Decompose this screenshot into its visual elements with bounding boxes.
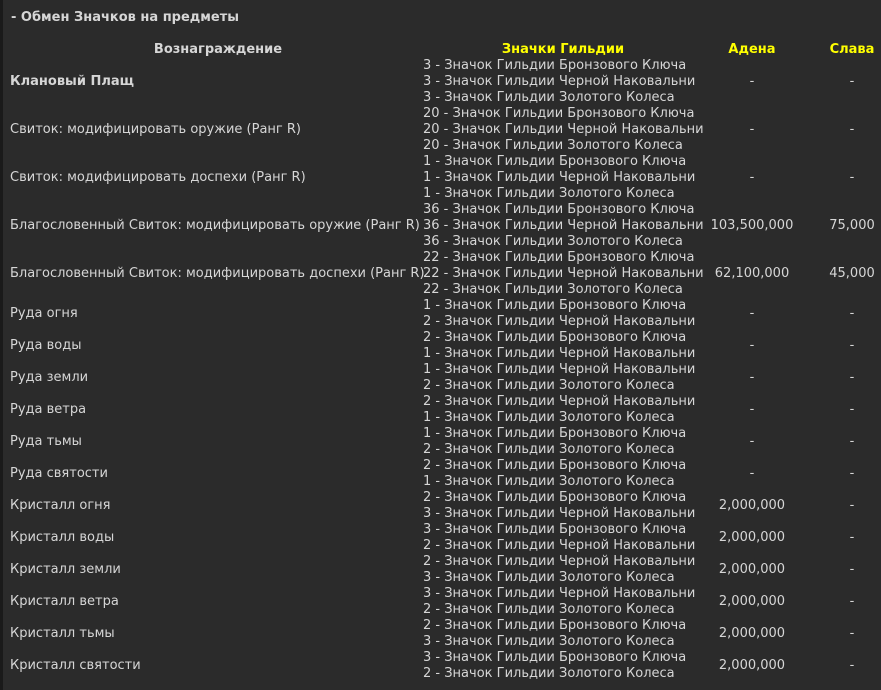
adena-cost: - [749,402,755,417]
table-row [3,618,881,650]
glory-cost: - [849,170,855,185]
table-row [3,554,881,586]
reward-name: Свиток: модифицировать доспехи (Ранг R) [10,170,306,185]
adena-cost: 62,100,000 [714,266,790,281]
badge-requirement: 20 - Значок Гильдии Черной Наковальни [423,122,704,137]
badge-requirement: 1 - Значок Гильдии Черной Наковальни [423,346,696,361]
badge-requirement: 2 - Значок Гильдии Золотого Колеса [423,442,675,457]
table-row [3,458,881,490]
badge-requirement: 1 - Значок Гильдии Золотого Колеса [423,474,675,489]
badge-requirement: 2 - Значок Гильдии Черной Наковальни [423,314,696,329]
glory-cost: - [849,594,855,609]
badge-requirement: 22 - Значок Гильдии Бронзового Ключа [423,250,695,265]
badge-list [423,490,713,522]
badge-list [423,330,713,362]
badge-requirement: 22 - Значок Гильдии Черной Наковальни [423,266,704,281]
adena-cost: 2,000,000 [718,498,786,513]
badge-requirement: 2 - Значок Гильдии Черной Наковальни [423,538,696,553]
glory-cost: - [849,626,855,641]
badge-list [423,154,713,202]
badge-requirement: 1 - Значок Гильдии Золотого Колеса [423,186,675,201]
reward-name: Руда тьмы [10,434,82,449]
glory-cost: - [849,402,855,417]
badge-requirement: 1 - Значок Гильдии Бронзового Ключа [423,154,687,169]
adena-cost: - [749,466,755,481]
badge-requirement: 3 - Значок Гильдии Черной Наковальни [423,586,696,601]
glory-cost: - [849,530,855,545]
badge-list [423,362,713,394]
glory-cost: - [849,434,855,449]
badge-requirement: 3 - Значок Гильдии Бронзового Ключа [423,522,687,537]
reward-name: Руда земли [10,370,89,385]
adena-cost: - [749,74,755,89]
header-adena: Адена [728,42,776,57]
badge-list [423,426,713,458]
adena-cost: 2,000,000 [718,530,786,545]
badge-list [423,202,713,250]
glory-cost: - [849,74,855,89]
badge-requirement: 20 - Значок Гильдии Бронзового Ключа [423,106,695,121]
badge-requirement: 3 - Значок Гильдии Золотого Колеса [423,634,675,649]
reward-name: Кристалл земли [10,562,121,577]
badge-list [423,458,713,490]
reward-name: Руда огня [10,306,78,321]
adena-cost: 2,000,000 [718,594,786,609]
badge-list [423,250,713,298]
glory-cost: - [849,466,855,481]
adena-cost: 2,000,000 [718,562,786,577]
badge-requirement: 3 - Значок Гильдии Бронзового Ключа [423,650,687,665]
table-row [3,58,881,106]
adena-cost: - [749,306,755,321]
table-row [3,650,881,682]
badge-list [423,650,713,682]
badge-requirement: 3 - Значок Гильдии Золотого Колеса [423,570,675,585]
table-row [3,330,881,362]
table-row [3,394,881,426]
badge-requirement: 20 - Значок Гильдии Золотого Колеса [423,138,683,153]
adena-cost: 2,000,000 [718,626,786,641]
table-row [3,586,881,618]
badge-list [423,58,713,106]
header-glory: Слава [829,42,875,57]
badge-requirement: 2 - Значок Гильдии Бронзового Ключа [423,458,687,473]
badge-requirement: 3 - Значок Гильдии Золотого Колеса [423,90,675,105]
reward-name: Клановый Плащ [10,74,134,89]
badge-requirement: 2 - Значок Гильдии Золотого Колеса [423,378,675,393]
glory-cost: - [849,562,855,577]
badge-requirement: 2 - Значок Гильдии Бронзового Ключа [423,330,687,345]
section-title[interactable]: - Обмен Значков на предметы [11,10,240,25]
badge-requirement: 22 - Значок Гильдии Золотого Колеса [423,282,683,297]
badge-requirement: 36 - Значок Гильдии Золотого Колеса [423,234,683,249]
glory-cost: 75,000 [829,218,875,233]
table-row [3,362,881,394]
glory-cost: - [849,122,855,137]
adena-cost: - [749,170,755,185]
glory-cost: - [849,370,855,385]
glory-cost: - [849,498,855,513]
reward-name: Благословенный Свиток: модифицировать оружие (Ранг R) [10,218,420,233]
glory-cost: - [849,658,855,673]
badge-list [423,618,713,650]
badge-requirement: 1 - Значок Гильдии Черной Наковальни [423,362,696,377]
badge-requirement: 1 - Значок Гильдии Бронзового Ключа [423,298,687,313]
badge-requirement: 3 - Значок Гильдии Черной Наковальни [423,74,696,89]
reward-name: Кристалл ветра [10,594,119,609]
adena-cost: - [749,122,755,137]
adena-cost: - [749,338,755,353]
reward-name: Руда воды [10,338,82,353]
badge-requirement: 36 - Значок Гильдии Черной Наковальни [423,218,704,233]
table-row [3,522,881,554]
badge-requirement: 2 - Значок Гильдии Золотого Колеса [423,666,675,681]
badge-requirement: 1 - Значок Гильдии Золотого Колеса [423,410,675,425]
adena-cost: 103,500,000 [710,218,794,233]
badge-requirement: 36 - Значок Гильдии Бронзового Ключа [423,202,695,217]
badge-list [423,522,713,554]
glory-cost: 45,000 [829,266,875,281]
reward-name: Кристалл святости [10,658,141,673]
header-badges: Значки Гильдии [501,42,625,57]
header-reward: Вознаграждение [153,42,283,57]
badge-list [423,554,713,586]
badge-requirement: 2 - Значок Гильдии Бронзового Ключа [423,490,687,505]
table-row [3,250,881,298]
table-row [3,106,881,154]
badge-list [423,106,713,154]
badge-requirement: 2 - Значок Гильдии Бронзового Ключа [423,618,687,633]
adena-cost: - [749,370,755,385]
table-row [3,426,881,458]
badge-list [423,298,713,330]
badge-list [423,586,713,618]
table-row [3,202,881,250]
badge-requirement: 3 - Значок Гильдии Черной Наковальни [423,506,696,521]
badge-requirement: 2 - Значок Гильдии Черной Наковальни [423,554,696,569]
table-row [3,298,881,330]
reward-name: Кристалл тьмы [10,626,115,641]
reward-name: Благословенный Свиток: модифицировать доспехи (Ранг R) [10,266,425,281]
badge-list [423,394,713,426]
table-row [3,490,881,522]
table-row [3,154,881,202]
reward-name: Руда ветра [10,402,87,417]
glory-cost: - [849,306,855,321]
reward-name: Кристалл огня [10,498,111,513]
glory-cost: - [849,338,855,353]
reward-name: Свиток: модифицировать оружие (Ранг R) [10,122,301,137]
badge-requirement: 1 - Значок Гильдии Бронзового Ключа [423,426,687,441]
reward-name: Руда святости [10,466,108,481]
badge-requirement: 3 - Значок Гильдии Бронзового Ключа [423,58,687,73]
adena-cost: - [749,434,755,449]
badge-requirement: 2 - Значок Гильдии Золотого Колеса [423,602,675,617]
badge-requirement: 2 - Значок Гильдии Черной Наковальни [423,394,696,409]
badge-requirement: 1 - Значок Гильдии Черной Наковальни [423,170,696,185]
adena-cost: 2,000,000 [718,658,786,673]
reward-name: Кристалл воды [10,530,115,545]
